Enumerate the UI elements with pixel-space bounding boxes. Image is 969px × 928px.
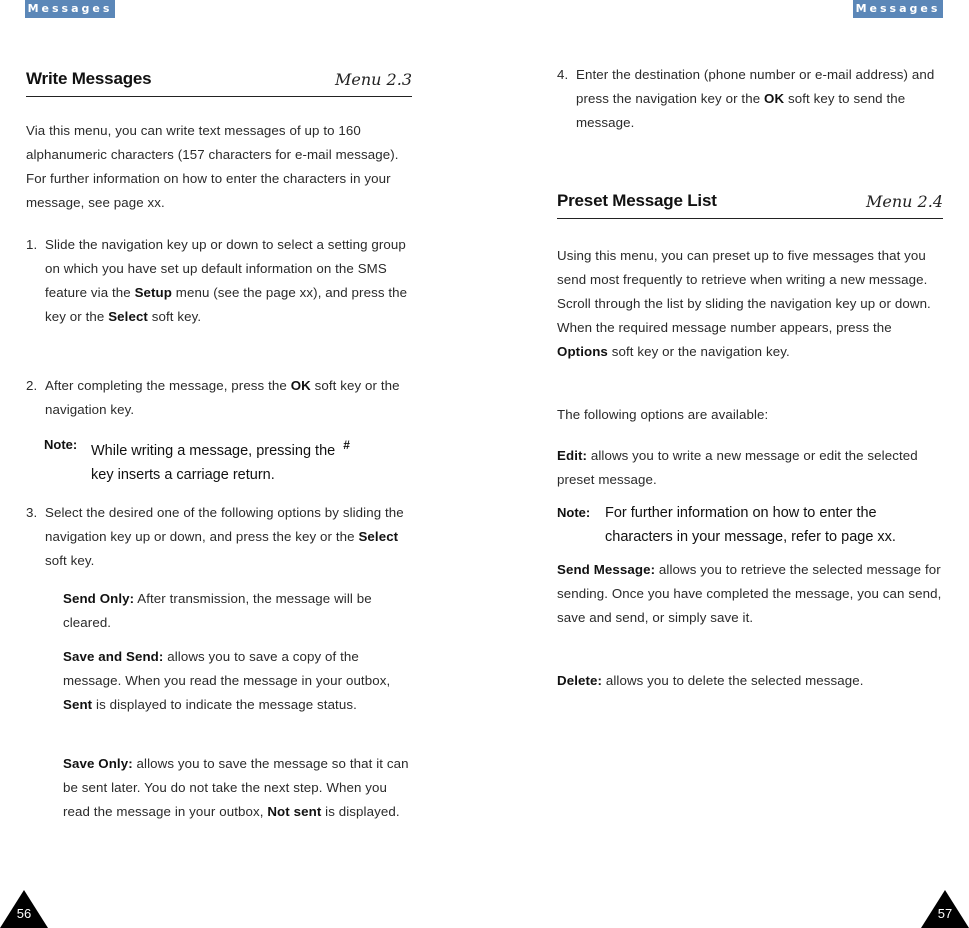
menu-number: Menu 2.3	[335, 70, 412, 89]
option-edit: Edit: allows you to write a new message or edit the selected preset message.	[557, 448, 918, 487]
section-tab-right: Messages	[853, 0, 943, 18]
step-number: 4.	[557, 67, 569, 82]
menu-number: Menu 2.4	[866, 192, 943, 211]
page-number-right: 57	[937, 906, 953, 921]
step-number: 2.	[26, 378, 38, 393]
note-enter-characters	[557, 501, 943, 549]
step-4: 4. Enter the destination (phone number or e-mail address) and press the navigation key or the OK soft key to send the message.	[557, 63, 943, 135]
option-delete: Delete: allows you to delete the selected message.	[557, 673, 864, 688]
step-3: 3. Select the desired one of the following options by sliding the navigation key up or down, and press the key or the Select soft key.	[26, 501, 412, 573]
option-send-only: Send Only: After transmission, the message will be cleared.	[63, 591, 372, 630]
note-carriage-return	[44, 433, 412, 487]
hash-key-icon: #	[343, 438, 350, 452]
options-available-text: The following options are available:	[557, 407, 769, 422]
section-title: Preset Message List	[557, 191, 717, 210]
write-messages-header	[26, 66, 412, 97]
intro-paragraph: Using this menu, you can preset up to five messages that you send most frequently to retrieve when writing a new message. Scroll through the list by sliding the navigation key up or down. When the required message number appears, press the Options soft key or the navigation key.	[557, 248, 931, 359]
step-number: 1.	[26, 237, 38, 252]
option-save-and-send: Save and Send: allows you to save a copy of the message. When you read the message in your outbox, Sent is displayed to indicate the message status.	[63, 649, 391, 712]
option-send-message: Send Message: allows you to retrieve the selected message for sending. Once you have completed the message, you can send, save and send, or simply save it.	[557, 562, 942, 625]
section-tab-left: Messages	[25, 0, 115, 18]
intro-paragraph: Via this menu, you can write text messages of up to 160 alphanumeric characters (157 characters for e-mail message). For further information on how to enter the characters in your message, see page xx.	[26, 123, 399, 210]
step-2: 2. After completing the message, press the OK soft key or the navigation key.	[26, 374, 412, 422]
step-1: 1. Slide the navigation key up or down to select a setting group on which you have set up default information on the SMS feature via the Setup menu (see the page xx), and press the key or the Select soft key.	[26, 233, 412, 329]
note-text: While writing a message, pressing the # key inserts a carriage return.	[91, 438, 350, 483]
option-save-only: Save Only: allows you to save the message so that it can be sent later. You do not take the next step. When you read the message in your outbox, Not sent is displayed.	[63, 756, 409, 819]
page-number-left: 56	[16, 906, 32, 921]
preset-message-list-header	[557, 188, 943, 219]
note-text: For further information on how to enter the characters in your message, refer to page xx.	[605, 505, 896, 545]
note-label: Note:	[557, 505, 591, 520]
step-number: 3.	[26, 505, 38, 520]
section-title: Write Messages	[26, 69, 152, 88]
note-label: Note:	[44, 437, 78, 452]
